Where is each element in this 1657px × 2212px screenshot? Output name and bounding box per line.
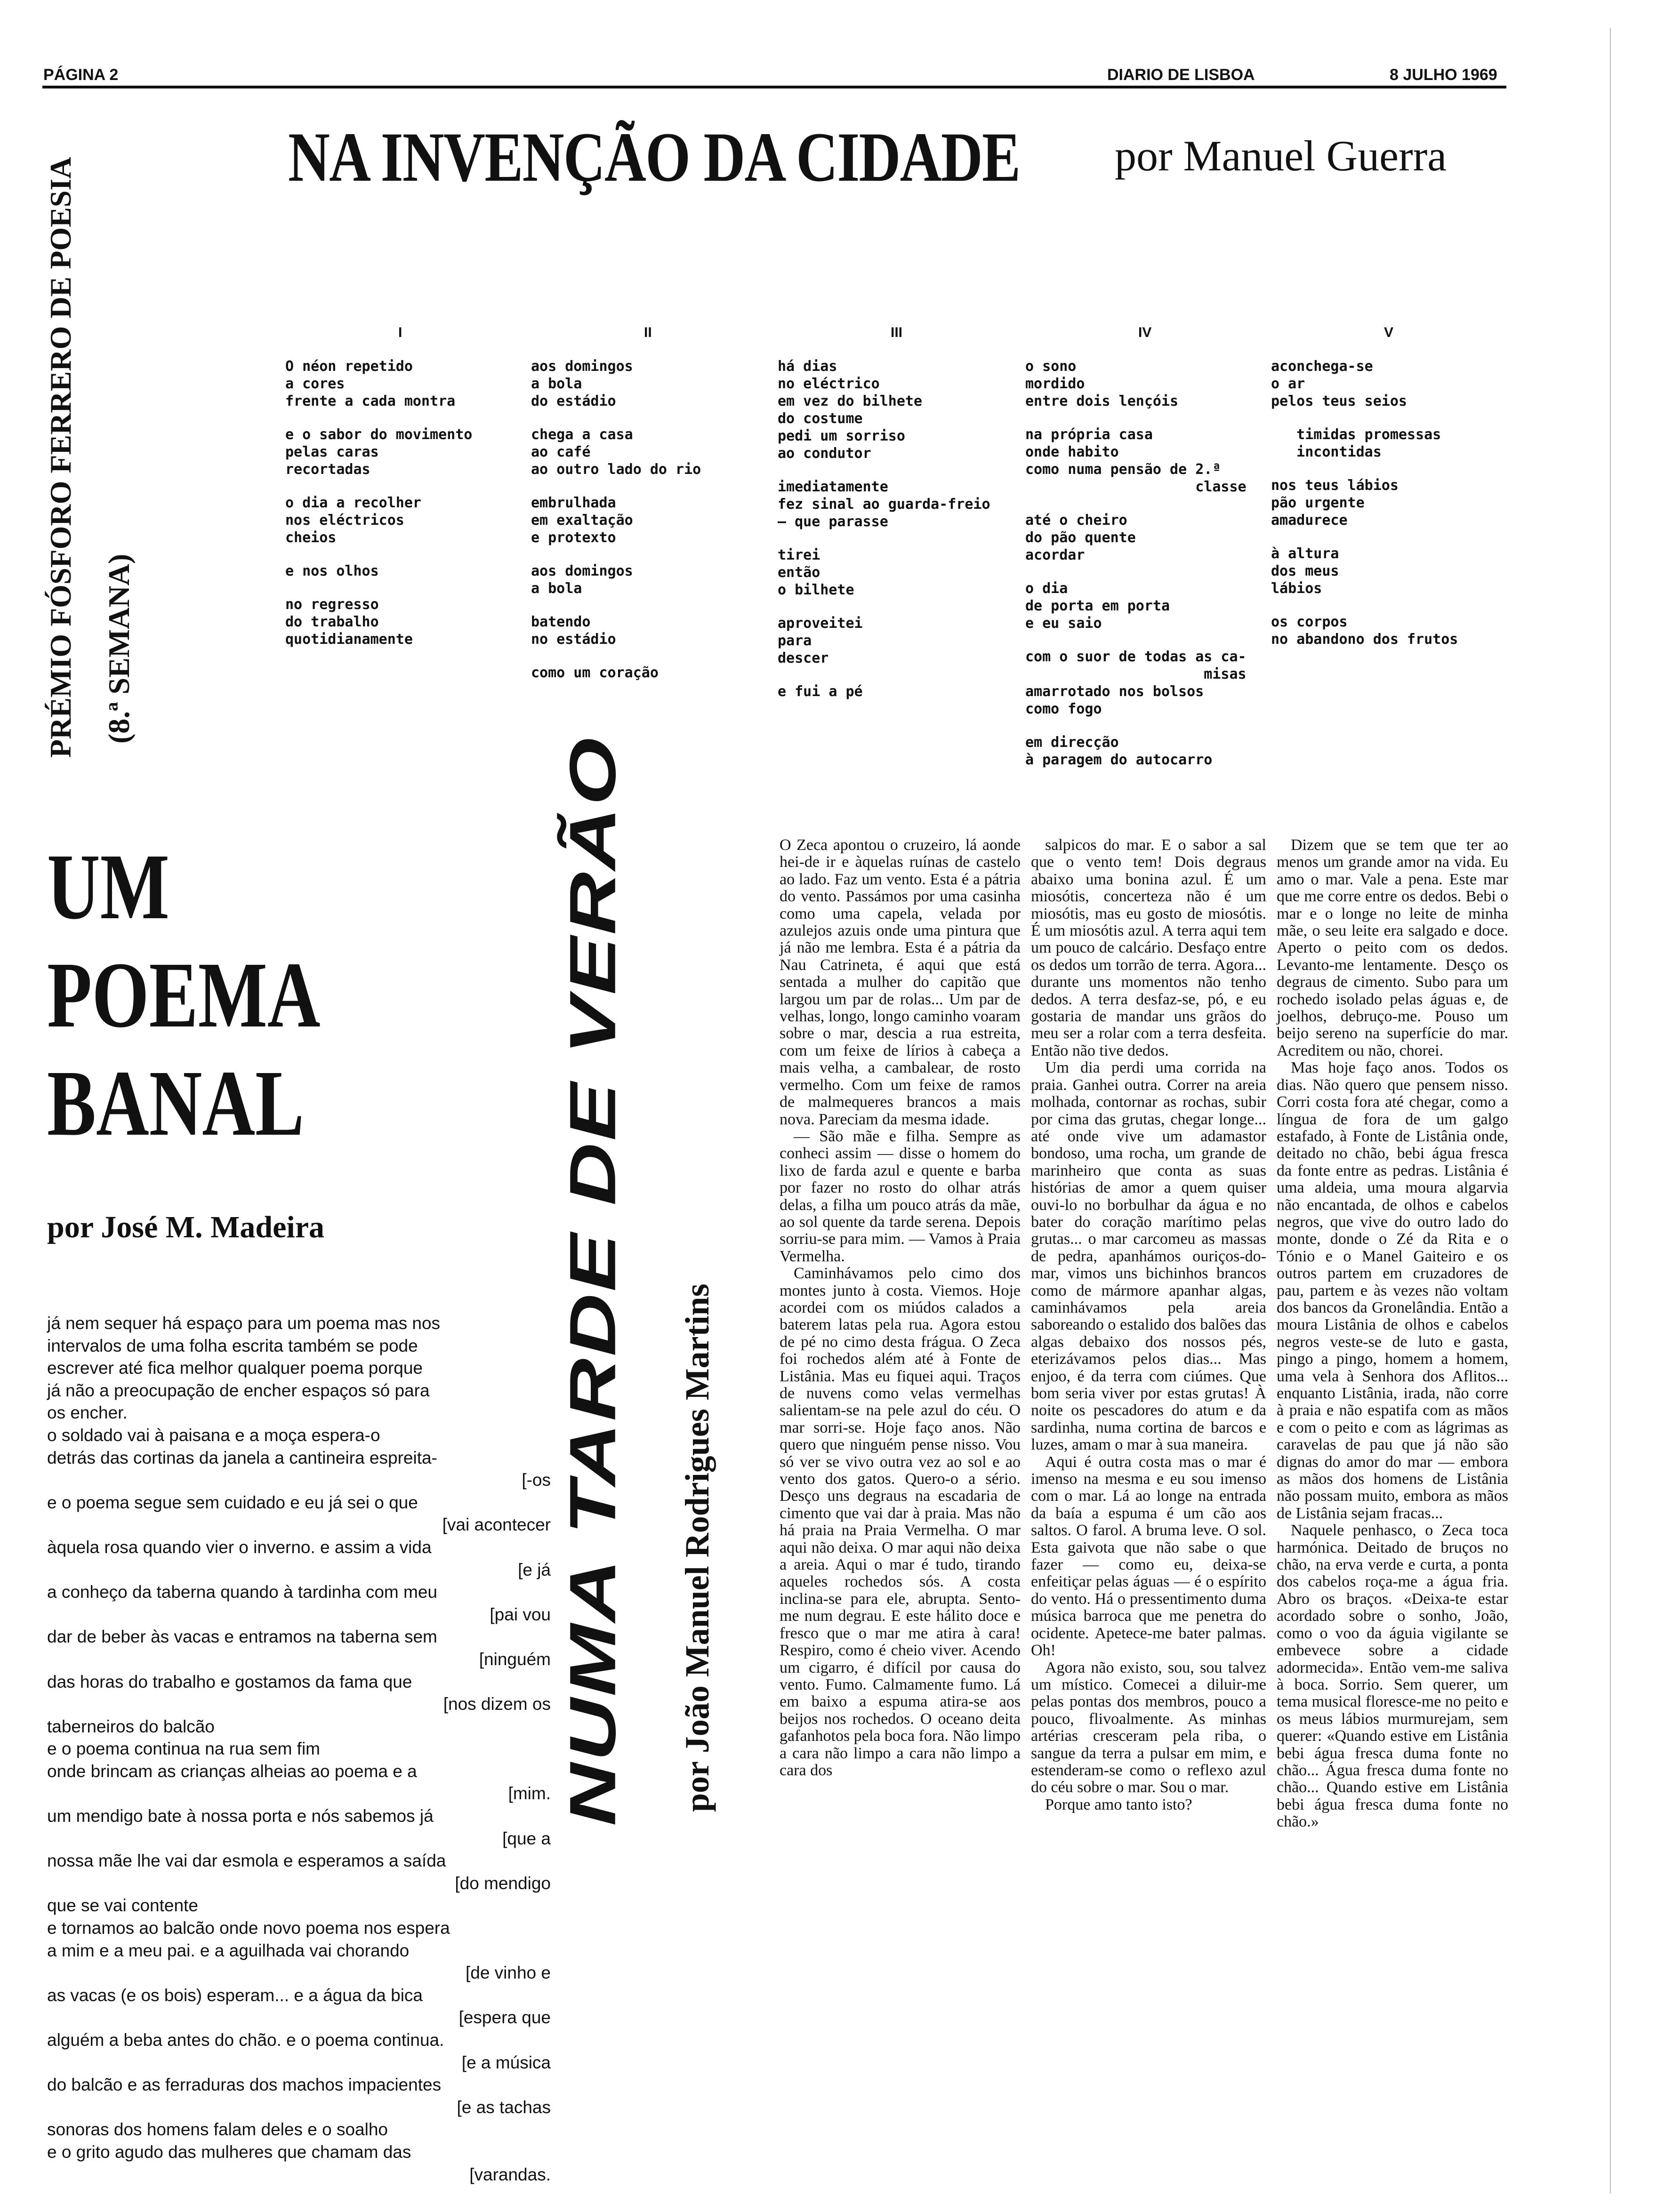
stanza: aos domingos a bola (531, 563, 633, 597)
poem-line: [nos dizem os (443, 1694, 551, 1714)
verao-column-2 (1031, 837, 1266, 1813)
section-stanzas (1025, 358, 1247, 785)
header-rule (42, 86, 1506, 88)
poem-line: [-os (522, 1470, 551, 1490)
stanza: o sono mordido entre dois lençóis (1025, 358, 1179, 409)
prose-paragraph: salpicos do mar. E o sabor a sal que o vento tem! Dois degraus abaixo uma bonina azul. É um miosótis, concerteza não é um miosótis, mas eu gosto de miosótis. É um miosótis azul. A terra aqui tem um pouco de calcário. Desfaço entre os dedos um torrão de terra. Agora... durante uns momentos não tenho dedos. A terra desfaz-se, pó, e eu gostaria de mandar uns grãos do meu ser a rolar com a terra desfeita. Então não tive dedos. (1031, 836, 1266, 1059)
poem-line: escrever até fica melhor qualquer poema porque (47, 1358, 423, 1378)
prose-paragraph: Porque amo tanto isto? (1045, 1795, 1192, 1813)
stanza: como um coração (531, 665, 659, 681)
section-numeral: I (398, 325, 402, 340)
poem-line: [varandas. (469, 2164, 551, 2184)
feature-byline: por Manuel Guerra (1115, 132, 1447, 180)
poem-line: intervalos de uma folha escrita também se pode (47, 1336, 418, 1355)
banal-title-line-3: BANAL (47, 1051, 305, 1155)
section-stanzas (1271, 358, 1458, 664)
poem-line: as vacas (e os bois) esperam... e a água da bica (47, 1985, 423, 2005)
poem-line: a mim e a meu pai. e a aguilhada vai chorando (47, 1940, 410, 1960)
stanza: o dia a recolher nos eléctricos cheios (285, 495, 421, 546)
poem-line: [que a (502, 1828, 551, 1848)
poem-line: [pai vou (490, 1604, 551, 1624)
stanza: há dias no eléctrico em vez do bilhete do costume pedi um sorriso ao condutor (778, 358, 923, 462)
prose-paragraph: Agora não existo, sou, sou talvez um místico. Comecei a diluir-me pelas pontas dos membros, pouco a pouco, flivoalmente. As minhas artérias cresceram pela riba, o sangue da terra a pulsar em mim, e estenderam-se como o reflexo azul do céu sobre o mar. Sou o mar. (1031, 1659, 1266, 1796)
prose-paragraph: Um dia perdi uma corrida na praia. Ganhei outra. Correr na areia molhada, contornar as rochas, subir por cima das grutas, chegar longe... até onde vive um adamastor bondoso, uma rocha, um grande de marinheiro que conta as suas histórias de amor a quem quiser ouvi-lo no borbulhar da água e no bater do coração marítimo pelas grutas... o mar carcomeu as massas de pedra, apanhámos ouriços-do-mar, vimos uns bichinhos brancos como de mármore apanhar algas, caminhávamos pela areia saboreando o estalido dos balões das algas debaixo dos nossos pés, eterizávamos pelos dias... Mas enjoo, é da terra com ciúmes. Que bom seria viver por estas grutas! À noite os pescadores do atum e da sardinha, numa cortina de barcos e luzes, amam o mar à sua maneira. (1031, 1059, 1266, 1454)
stanza: imediatamente fez sinal ao guarda-freio — que parasse (778, 479, 990, 530)
poem-line: [espera que (458, 2008, 551, 2028)
stanza: embrulhada em exaltação e protexto (531, 495, 633, 546)
poem-line: já não a preocupação de encher espaços só para (47, 1380, 430, 1400)
poem-line: das horas do trabalho e gostamos da fama que (47, 1672, 412, 1691)
stanza: com o suor de todas as ca- misas amarrotado nos bolsos como fogo (1025, 649, 1247, 717)
poem-line: [ninguém (479, 1649, 551, 1669)
stanza: aconchega-se o ar pelos teus seios (1271, 358, 1407, 409)
section-numeral: IV (1138, 325, 1152, 340)
prose-paragraph: — São mãe e filha. Sempre as conheci assim — disse o homem do lixo de farda azul e quente e barba por fazer no rosto do olhar atrás delas, a filha um pouco atrás da mãe, ao sol quente da tarde serena. Depois sorriu-se para mim. — Vamos à Praia Vermelha. (780, 1127, 1021, 1265)
poem-line: dar de beber às vacas e entramos na taberna sem (47, 1627, 437, 1647)
poem-line: nossa mãe lhe vai dar esmola e esperamos a saída (47, 1851, 446, 1871)
section-stanzas (285, 358, 472, 664)
stanza: e o sabor do movimento pelas caras recortadas (285, 426, 473, 478)
poem-line: taberneiros do balcão (47, 1716, 215, 1736)
prose-paragraph: Mas hoje faço anos. Todos os dias. Não quero que pensem nisso. Corri costa fora até chegar, como a língua de fora de um galgo estafado, à Fonte de Listânia onde, deitado no chão, bebi água fresca da fonte entre as pedras. Listânia é uma aldeia, uma moura algarvia não encantada, de olhos e cabelos negros, que vive do outro lado do monte, donde o Zé da Rita e o Tónio e o Manel Gaiteiro e os outros partem em cruzadores de pau, partem e às vezes não voltam dos bancos da Gronelândia. Então a moura Listânia de olhos e cabelos negros veste-se de luto e gasta, pingo a pingo, homem a homem, uma vela à Senhora dos Aflitos... enquanto Listânia, irada, não corre à praia e não espatifa com as mãos e com o peito e com as lágrimas as caravelas de pau que já não são dignas do amor do mar — embora as mãos dos homens de Listânia não possam muito, embora as mãos de Listânia sejam fracas... (1277, 1059, 1508, 1522)
poem-line: os encher. (47, 1403, 128, 1423)
stanza: batendo no estádio (531, 614, 616, 648)
stanza: nos teus lábios pão urgente amadurece (1271, 477, 1399, 529)
stanza: os corpos no abandono dos frutos (1271, 614, 1458, 648)
page-edge-line (1610, 28, 1611, 2193)
stanza: tirei então o bilhete (778, 547, 854, 598)
prose-paragraph: Caminhávamos pelo cimo dos montes junto à costa. Viemos. Hoje acordei com os miúdos calados a baterem latas pela rua. Agora estou de pé no cimo desta frágua. O Zeca foi rochedos além até à Fonte de Listânia. Mas eu fiquei aqui. Traços de nuvens como velas vermelhas salientam-se na pele azul do céu. O mar sorri-se. Hoje faço anos. Não quero que ninguém pense nisso. Vou só ver se vivo outra vez ao sol e ao vento dos gatos. Quero-o a sério. Desço uns degraus na escadaria de cimento que vai dar à praia. Mas não há praia na Praia Vermelha. O mar aqui não deixa. O mar aqui não deixa a areia. Aqui o mar é tudo, tirando aqueles rochedos sós. A costa inclina-se para ele, abrupta. Sento-me num degrau. E este hálito doce e fresco que o mar me atira à cara! Respiro, como é cheio viver. Acendo um cigarro, é difícil por causa do vento. Fumo. Calmamente fumo. Lá em baixo a espuma atira-se aos beijos nos rochedos. O oceano deita gafanhotos pela boca fora. Não limpo a cara não limpo a cara não limpo a cara dos (780, 1265, 1021, 1779)
poem-line: onde brincam as crianças alheias ao poema e a (47, 1761, 417, 1781)
poem-line: e o poema segue sem cuidado e eu já sei o que (47, 1492, 418, 1512)
stanza: O néon repetido a cores frente a cada montra (285, 358, 456, 409)
stanza: até o cheiro do pão quente acordar (1025, 512, 1136, 563)
prose-paragraph: Naquele penhasco, o Zeca toca harmónica. Deitado de bruços no chão, na erva verde e curta, a ponta dos cabelos roça-me a água fria. Abro os braços. «Deixa-te estar acordado sobre o sonho, João, como o voo da águia vigilante se embevece sobre a cidade adormecida». Então vem-me saliva à boca. Sorrio. Sem querer, um tema musical floresce-me no peito e os meus lábios murmurejam, sem querer: «Quando estive em Listânia bebi água fresca duma fonte no chão... Água fresca duma fonte no chão... Quando estive em Listânia bebi água fresca duma fonte no chão.» (1277, 1522, 1508, 1831)
stanza: na própria casa onde habito como numa pensão de 2.ª classe (1025, 426, 1247, 495)
verao-column-3 (1277, 837, 1508, 1831)
verao-column-1 (780, 837, 1021, 1779)
poem-line: [de vinho e (465, 1963, 551, 1983)
poem-line: [mim. (508, 1784, 551, 1803)
section-numeral: V (1384, 325, 1394, 340)
poem-line: alguém a beba antes do chão. e o poema continua. (47, 2030, 444, 2050)
banal-title-line-1: UM (47, 835, 169, 939)
issue-date: 8 JULHO 1969 (1390, 66, 1497, 84)
banal-title (47, 833, 321, 1158)
stanza: e nos olhos (285, 563, 379, 579)
stanza: e fui a pé (778, 683, 863, 700)
feature-title: NA INVENÇÃO DA CIDADE (288, 118, 1020, 196)
stanza: aproveitei para descer (778, 615, 863, 666)
section-stanzas (778, 358, 990, 716)
verao-byline: por João Manuel Rodrigues Martins (678, 1283, 716, 1812)
section-stanzas (531, 358, 701, 697)
page-number: PÁGINA 2 (43, 66, 119, 84)
stanza: no regresso do trabalho quotidianamente (285, 596, 413, 648)
prize-title: PRÉMIO FÓSFORO FERRERO DE POESIA (44, 157, 77, 758)
poem-line: [e a música (461, 2052, 551, 2072)
prize-week: (8.ª SEMANA) (102, 553, 136, 744)
poem-line: e o grito agudo das mulheres que chamam das (47, 2142, 411, 2162)
poem-line: àquela rosa quando vier o inverno. e assim a vida (47, 1537, 432, 1557)
poem-line: [e as tachas (457, 2097, 551, 2117)
prose-paragraph: O Zeca apontou o cruzeiro, lá aonde hei-de ir e àquelas ruínas de castelo ao lado. Faz um vento. Esta é a pátria do vento. Passámos por uma casinha como uma capela, velada por azulejos azuis onde uma pintura que já não me lembra. Esta é a pátria da Nau Catrineta, é aqui que está sentada a mulher do capitão que largou um par de rolas... Um par de velhas, longo, longo caminho voaram sobre o mar, descia a rua estreita, com um feixe de lírios à cabeça a mais velha, a cambalear, de rosto vermelho. Com um feixe de ramos de malmequeres brancos a mais nova. Pareciam da mesma idade. (780, 836, 1021, 1128)
stanza: em direcção à paragem do autocarro (1025, 734, 1213, 768)
banal-poem (47, 1312, 551, 2186)
stanza: chega a casa ao café ao outro lado do rio (531, 426, 701, 478)
poem-line: o soldado vai à paisana e a moça espera-o (47, 1425, 380, 1445)
stanza: o dia de porta em porta e eu saio (1025, 580, 1170, 632)
stanza: timidas promessas incontidas (1296, 426, 1441, 460)
poem-line: do balcão e as ferraduras dos machos impacientes (47, 2075, 442, 2095)
banal-title-line-2: POEMA (47, 943, 321, 1047)
poem-line: que se vai contente (47, 1896, 198, 1915)
prose-paragraph: Dizem que se tem que ter ao menos um grande amor na vida. Eu amo o mar. Vale a pena. Este mar que me corre entre os dedos. Bebi o mar e o longe no leite de minha mãe, o seu leite era salgado e doce. Aperto o peito com os dedos. Levanto-me lentamente. Desço os degraus de cimento. Subo para um rochedo isolado pelas águas e, de joelhos, debruço-me. Pouso um beijo sereno na superfície do mar. Acreditem ou não, chorei. (1277, 836, 1508, 1059)
poem-line: um mendigo bate à nossa porta e nós sabemos já (47, 1806, 434, 1826)
banal-byline: por José M. Madeira (47, 1210, 325, 1244)
stanza: aos domingos a bola do estádio (531, 358, 633, 409)
prose-paragraph: Aqui é outra costa mas o mar é imenso na mesma e eu sou imenso com o mar. Lá ao longe na entrada da baía a espuma é um cão aos saltos. O farol. A bruma leve. O sol. Esta gaivota que não sabe o que fazer — como eu, deixa-se enfeitiçar pelas águas — é o espírito do vento. Há o pressentimento duma música barroca que me penetra do ocidente. Apetece-me bater palmas. Oh! (1031, 1453, 1266, 1659)
poem-line: detrás das cortinas da janela a cantineira espreita- (47, 1448, 437, 1467)
verao-title: NUMA TARDE DE VERÃO (556, 736, 629, 1826)
section-numeral: III (891, 325, 903, 340)
poem-line: sonoras dos homens falam deles e o soalho (47, 2120, 388, 2140)
poem-line: a conheço da taberna quando à tardinha com meu (47, 1582, 437, 1602)
poem-line: já nem sequer há espaço para um poema mas nos (47, 1314, 441, 1333)
newspaper-name: DIARIO DE LISBOA (1107, 66, 1255, 84)
poem-line: e o poema continua na rua sem fim (47, 1739, 320, 1759)
section-numeral: II (644, 325, 652, 340)
poem-line: [e já (518, 1560, 551, 1579)
stanza: à altura dos meus lábios (1271, 545, 1339, 597)
poem-line: [vai acontecer (442, 1515, 551, 1535)
poem-line: [do mendigo (455, 1873, 551, 1893)
poem-line: e tornamos ao balcão onde novo poema nos espera (47, 1918, 450, 1938)
